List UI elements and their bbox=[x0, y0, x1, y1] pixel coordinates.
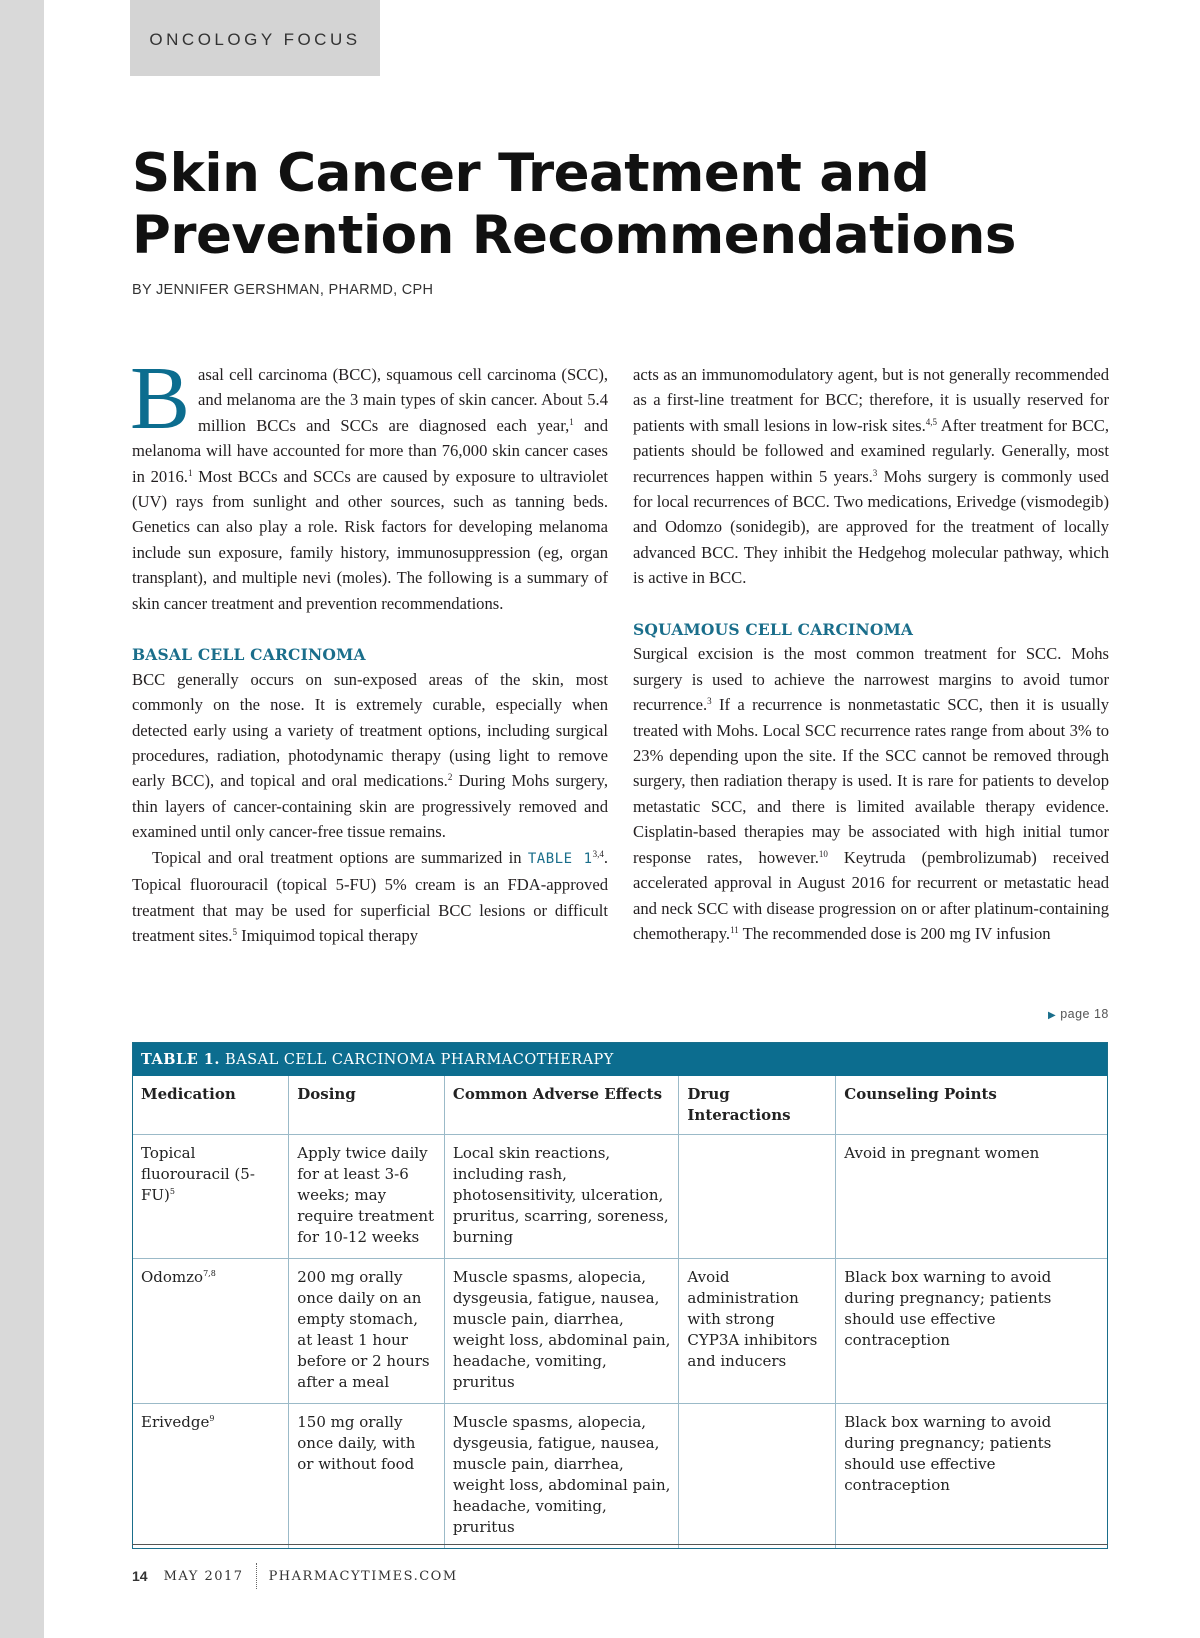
interactions-cell bbox=[679, 1404, 836, 1549]
footer-divider bbox=[132, 1544, 1108, 1545]
intro-text-1: asal cell carcinoma (BCC), squamous cell carcinoma (SCC), and melanoma are the 3 main types of skin cancer. About 5.4 million BCCs and SCCs are diagnosed each year, bbox=[198, 365, 608, 435]
reference-mark: 11 bbox=[730, 924, 739, 935]
table-header-row bbox=[133, 1076, 1107, 1135]
bcc-paragraph-1 bbox=[132, 667, 608, 845]
counseling-cell: Black box warning to avoid during pregnancy; patients should use effective contraception bbox=[836, 1259, 1107, 1404]
table-1-link[interactable]: TABLE 1 bbox=[527, 850, 593, 867]
title-line-2: Prevention Recommendations bbox=[132, 205, 1016, 266]
reference-mark: 7,8 bbox=[203, 1269, 216, 1278]
table-number: TABLE 1. bbox=[141, 1051, 220, 1068]
column-header: Counseling Points bbox=[836, 1076, 1107, 1135]
bcc-text: During Mohs surgery, thin layers of cancer-containing skin are progressively removed and examined until only cancer-free tissue remains. bbox=[132, 771, 608, 842]
table-row bbox=[133, 1135, 1107, 1259]
bcc-text: Topical and oral treatment options are summarized in bbox=[152, 847, 528, 867]
page-footer bbox=[132, 1563, 458, 1589]
intro-paragraph bbox=[130, 349, 608, 616]
medication-cell bbox=[133, 1404, 289, 1549]
page-margin-bar bbox=[0, 0, 44, 1638]
reference-mark: 9 bbox=[209, 1414, 215, 1423]
interactions-cell bbox=[679, 1135, 836, 1259]
bcc-text: Mohs surgery is commonly used for local recurrences of BCC. Two medications, Erivedge (vismodegib) and Odomzo (sonidegib), are approved for the treatment of locally advanced BCC. They inhibit the Hedgehog molecular pathway, which is active in BCC. bbox=[633, 466, 1109, 588]
scc-text: Surgical excision is the most common treatment for SCC. Mohs surgery is used to achieve the narrowest margins to avoid tumor recurrence. bbox=[633, 644, 1109, 715]
intro-text-2: and melanoma will have accounted for more than 76,000 skin cancer cases in 2016. bbox=[132, 415, 608, 486]
reference-mark: 10 bbox=[818, 848, 828, 859]
column-header: Medication bbox=[133, 1076, 289, 1135]
column-header: Drug Interactions bbox=[679, 1076, 836, 1135]
bcc-text: . Topical fluorouracil (topical 5-FU) 5% cream is an FDA-approved treatment that may be used for superficial BCC lesions or difficult treatment sites. bbox=[132, 847, 608, 945]
reference-mark: 2 bbox=[447, 772, 453, 783]
table-row bbox=[133, 1259, 1107, 1404]
column-left bbox=[130, 349, 608, 948]
bcc-text: acts as an immunomodulatory agent, but is not generally recommended as a first-line treatment for BCC; therefore, it is usually reserved for patients with small lesions in low-risk sites. bbox=[633, 365, 1109, 435]
column-header: Dosing bbox=[289, 1076, 445, 1135]
pharmacotherapy-table bbox=[132, 1042, 1108, 1549]
reference-mark: 5 bbox=[169, 1187, 175, 1196]
bcc-text: BCC generally occurs on sun-exposed areas of the skin, most commonly on the nose. It is extremely curable, especially when detected early using a variety of treatment options, including surgical procedures, radiation, photodynamic therapy (using light to remove early BCC), and topical and oral medications. bbox=[132, 669, 608, 791]
dosing-cell: Apply twice daily for at least 3-6 weeks; may require treatment for 10-12 weeks bbox=[289, 1135, 445, 1259]
scc-text: Keytruda (pembrolizumab) received accelerated approval in August 2016 for recurrent or metastatic head and neck SCC with disease progression on or after platinum-containing chemotherapy. bbox=[633, 847, 1109, 943]
interactions-cell: Avoid administration with strong CYP3A inhibitors and inducers bbox=[679, 1259, 836, 1404]
reference-mark: 1 bbox=[569, 416, 574, 427]
right-triangle-icon: ▶ bbox=[1048, 1010, 1057, 1021]
issue-date: MAY 2017 bbox=[163, 1568, 244, 1584]
reference-mark: 3 bbox=[872, 467, 878, 478]
bcc-heading: BASAL CELL CARCINOMA bbox=[132, 645, 366, 665]
title-line-1: Skin Cancer Treatment and bbox=[132, 143, 930, 204]
byline: BY JENNIFER GERSHMAN, PHARMD, CPH bbox=[132, 282, 434, 298]
article-title bbox=[132, 143, 1132, 267]
table-row bbox=[133, 1404, 1107, 1549]
reference-mark: 3 bbox=[707, 696, 712, 707]
scc-text: The recommended dose is 200 mg IV infusion bbox=[738, 923, 1051, 943]
column-header: Common Adverse Effects bbox=[444, 1076, 679, 1135]
intro-text-3: Most BCCs and SCCs are caused by exposure to ultraviolet (UV) rays from sunlight and other sources, such as tanning beds. Genetics can also play a role. Risk factors for developing melanoma include sun exposure, family history, immunosuppression (eg, organ transplant), and multiple nevi (moles). The following is a summary of skin cancer treatment and prevention recommendations. bbox=[132, 466, 608, 613]
counseling-cell: Avoid in pregnant women bbox=[836, 1135, 1107, 1259]
reference-mark: 1 bbox=[187, 467, 193, 478]
counseling-cell: Black box warning to avoid during pregnancy; patients should use effective contraception bbox=[836, 1404, 1107, 1549]
table-title: BASAL CELL CARCINOMA PHARMACOTHERAPY bbox=[219, 1052, 614, 1068]
medication-cell bbox=[133, 1259, 289, 1404]
medication-name: Topical fluorouracil (5-FU) bbox=[141, 1144, 255, 1204]
reference-mark: 3,4 bbox=[592, 848, 604, 859]
scc-heading: SQUAMOUS CELL CARCINOMA bbox=[633, 620, 914, 640]
column-right bbox=[633, 362, 1109, 946]
page-number: 14 bbox=[132, 1568, 148, 1584]
reference-mark: 4,5 bbox=[925, 416, 938, 427]
medication-cell bbox=[133, 1135, 289, 1259]
section-label: ONCOLOGY FOCUS bbox=[130, 0, 380, 76]
dosing-cell: 200 mg orally once daily on an empty stomach, at least 1 hour before or 2 hours after a meal bbox=[289, 1259, 445, 1404]
bcc-paragraph-2 bbox=[132, 845, 608, 949]
scc-paragraph bbox=[633, 641, 1109, 946]
footer-separator bbox=[256, 1563, 257, 1589]
drop-cap: B bbox=[130, 349, 191, 448]
medication-name: Odomzo bbox=[141, 1268, 204, 1286]
scc-text: If a recurrence is nonmetastatic SCC, then it is usually treated with Mohs. Local SCC recurrence rates range from about 3% to 23% depending upon the site. If the SCC cannot be removed through surgery, then radiation therapy is used. It is rare for patients to develop metastatic SCC, and there is limited available therapy evidence. Cisplatin-based therapies may be associated with high initial tumor response rates, however. bbox=[633, 695, 1109, 867]
continued-page-label: page 18 bbox=[1060, 1007, 1109, 1021]
site-name[interactable]: PHARMACYTIMES.COM bbox=[268, 1568, 458, 1584]
bcc-text: After treatment for BCC, patients should be followed and examined regularly. Generally, most recurrences happen within 5 years. bbox=[633, 415, 1110, 486]
adverse-effects-cell: Muscle spasms, alopecia, dysgeusia, fatigue, nausea, muscle pain, diarrhea, weight loss, abdominal pain, headache, vomiting, pruritus bbox=[444, 1404, 679, 1549]
adverse-effects-cell: Local skin reactions, including rash, photosensitivity, ulceration, pruritus, scarring, soreness, burning bbox=[444, 1135, 679, 1259]
medication-name: Erivedge bbox=[141, 1413, 210, 1431]
reference-mark: 5 bbox=[232, 926, 237, 937]
bcc-paragraph-3 bbox=[633, 362, 1109, 591]
bcc-text: Imiquimod topical therapy bbox=[236, 925, 419, 945]
continued-on-link[interactable] bbox=[1048, 1007, 1109, 1021]
dosing-cell: 150 mg orally once daily, with or without food bbox=[289, 1404, 445, 1549]
table-caption bbox=[133, 1043, 1107, 1076]
adverse-effects-cell: Muscle spasms, alopecia, dysgeusia, fatigue, nausea, muscle pain, diarrhea, weight loss, abdominal pain, headache, vomiting, pruritus bbox=[444, 1259, 679, 1404]
